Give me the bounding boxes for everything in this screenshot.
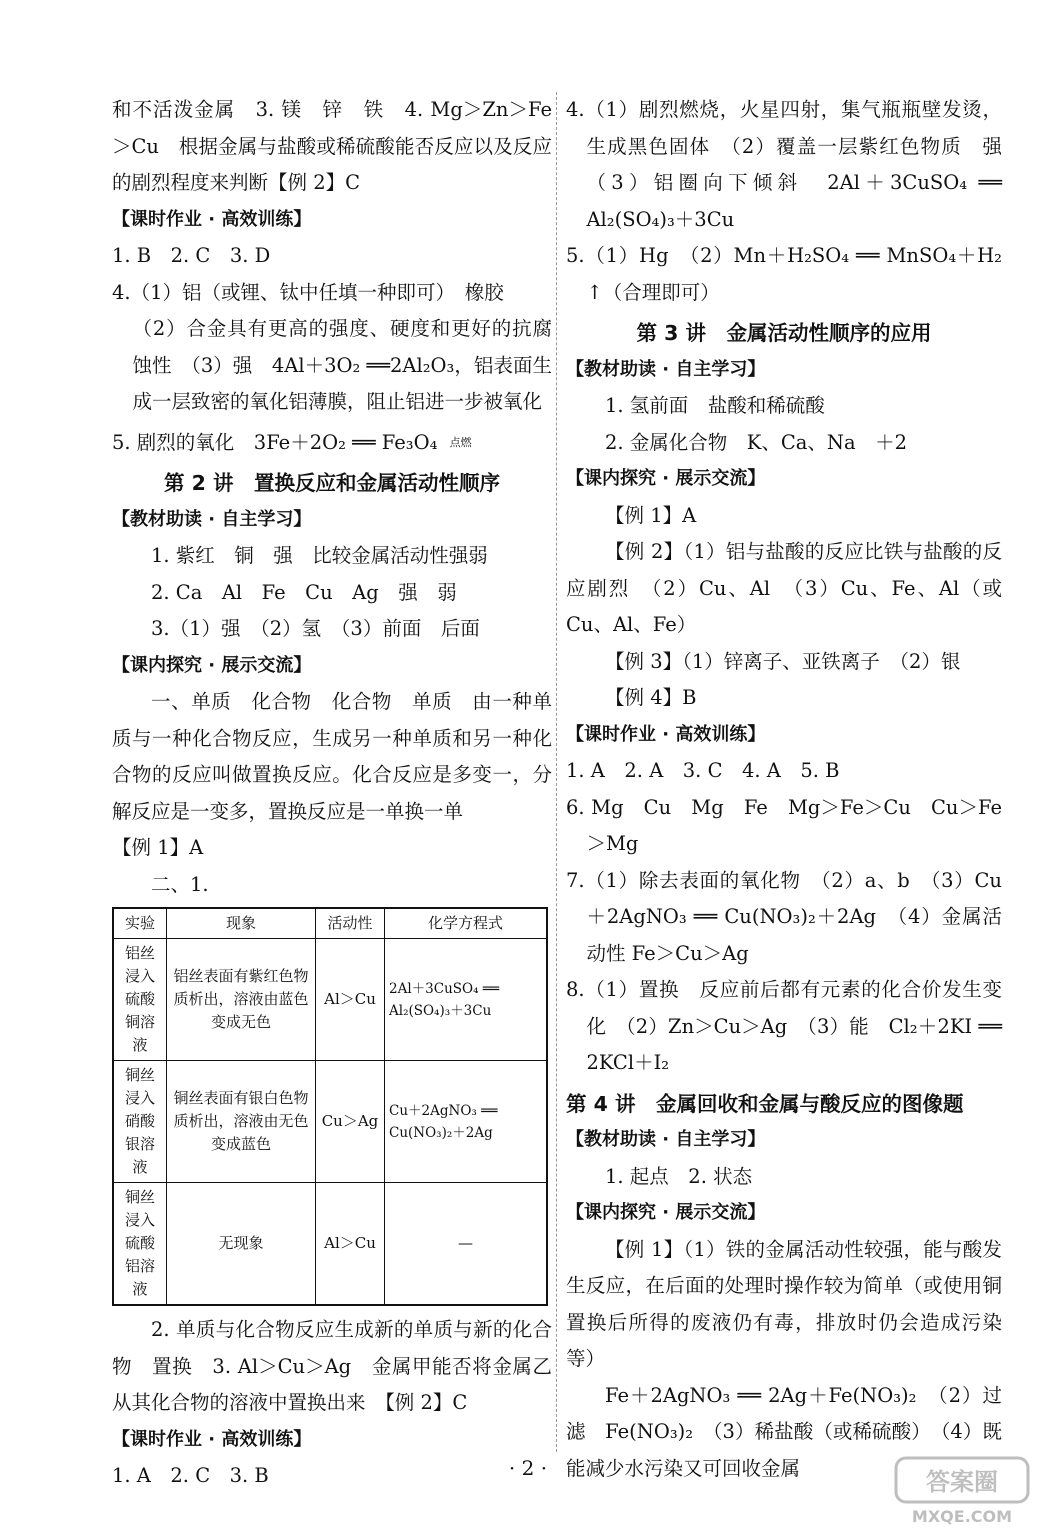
answer-text: 1. A 2. C 3. B: [112, 1464, 269, 1487]
answer-text: 3.（1）强 （2）氢 （3）前面 后面: [151, 617, 480, 640]
lecture-title: 第 3 讲 金属活动性顺序的应用: [636, 321, 932, 345]
answer-text: 2. 单质与化合物反应生成新的单质与新的化合物 置换 3. Al＞Cu＞Ag 金属甲能否将金属乙从其化合物的溶液中置换出来 【例 2】C: [112, 1318, 552, 1414]
answer-text: 1. B 2. C 3. D: [112, 244, 271, 267]
answer-text: 和不活泼金属 3. 镁 锌 铁 4. Mg＞Zn＞Fe＞Cu 根据金属与盐酸或稀硫酸能否反应以及反应的剧烈程度来判断【例 2】C: [112, 98, 552, 194]
table-header-row: [113, 908, 547, 939]
answer-text: 2. 金属化合物 K、Ca、Na ＋2: [605, 430, 908, 454]
section-heading: 【课内探究 · 展示交流】: [566, 1202, 766, 1223]
table-row: [113, 1061, 547, 1183]
table-cell: 铜丝表面有银白色物质析出，溶液由无色变成蓝色: [167, 1061, 316, 1183]
table-header: 活动性: [316, 908, 385, 939]
section-heading: 【课内探究 · 展示交流】: [112, 654, 312, 676]
answer-text: 【例 3】（1）锌离子、亚铁离子 （2）银: [605, 649, 961, 673]
table-cell: —: [385, 1183, 548, 1306]
answer-text: 4.（1）铝（或锂、钛中任填一种即可） 橡胶: [112, 280, 504, 304]
table-cell: 铜丝浸入硫酸铝溶液: [113, 1183, 167, 1306]
svg-text:MXQE.COM: MXQE.COM: [911, 1507, 1013, 1526]
table-header: 现象: [167, 908, 316, 939]
table-cell: 铝丝浸入硫酸铜溶液: [113, 939, 167, 1061]
svg-text:答案圈: 答案圈: [926, 1468, 998, 1496]
section-heading: 【课时作业 · 高效训练】: [112, 208, 312, 230]
table-cell: 2Al＋3CuSO₄ ══ Al₂(SO₄)₃＋3Cu: [385, 939, 548, 1061]
table-cell: 铜丝浸入硝酸银溶液: [113, 1061, 167, 1183]
answer-text: 1. A 2. A 3. C 4. A 5. B: [566, 759, 840, 782]
table-cell: Al＞Cu: [316, 939, 385, 1061]
answer-text: 二、1.: [151, 872, 209, 896]
column-divider: [556, 92, 557, 1452]
answer-text: 1. 紫红 铜 强 比较金属活动性强弱: [151, 544, 488, 567]
reaction-condition: 点燃: [449, 435, 472, 449]
answer-text: Fe＋2AgNO₃ ══ 2Ag＋Fe(NO₃)₂ （2）过滤 Fe(NO₃)₂ （3）稀盐酸（或稀硫酸） （4）既能减少水污染又可回收金属: [566, 1383, 1002, 1480]
answer-text: 【例 4】B: [605, 686, 697, 709]
left-column: [112, 92, 552, 1495]
section-heading: 【课时作业 · 高效训练】: [112, 1428, 312, 1450]
answer-text: 7.（1）除去表面的氧化物 （2）a、b （3）Cu＋2AgNO₃ ══ Cu(NO₃)₂＋2Ag （4）金属活动性 Fe＞Cu＞Ag: [566, 868, 1002, 965]
table-cell: 铝丝表面有紫红色物质析出，溶液由蓝色变成无色: [167, 939, 316, 1061]
table-row: [113, 939, 547, 1061]
table-header: 化学方程式: [385, 908, 548, 939]
answer-text: 【例 1】A: [112, 836, 204, 859]
lecture-title: 第 4 讲 金属回收和金属与酸反应的图像题: [566, 1091, 964, 1116]
table-cell: Al＞Cu: [316, 1183, 385, 1306]
answer-text: 【例 1】A: [605, 503, 697, 527]
answer-text: （2）合金具有更高的强度、硬度和更好的抗腐蚀性 （3）强 4Al＋3O₂ ══2Al₂O₃，铝表面生成一层致密的氧化铝薄膜，阻止铝进一步被氧化: [132, 317, 552, 413]
table-cell: 无现象: [167, 1183, 316, 1306]
section-heading: 【教材助读 · 自主学习】: [566, 1129, 766, 1150]
answer-text: 一、单质 化合物 化合物 单质 由一种单质与一种化合物反应，生成另一种单质和另一种化合物的反应叫做置换反应。化合反应是多变一，分解反应是一变多，置换反应是一单换一单: [112, 690, 552, 823]
section-heading: 【教材助读 · 自主学习】: [112, 508, 312, 530]
table-cell: Cu＋2AgNO₃ ══ Cu(NO₃)₂＋2Ag: [385, 1061, 548, 1183]
answer-text: 5.（1）Hg （2）Mn＋H₂SO₄ ══ MnSO₄＋H₂ ↑（合理即可）: [566, 244, 1002, 304]
section-heading: 【课内探究 · 展示交流】: [566, 468, 766, 489]
section-heading: 【课时作业 · 高效训练】: [566, 723, 766, 745]
answer-text: 1. 起点 2. 状态: [605, 1164, 753, 1188]
answer-text: 6. Mg Cu Mg Fe Mg＞Fe＞Cu Cu＞Fe＞Mg: [566, 795, 1002, 855]
answer-text: 5. 剧烈的氧化 3Fe＋2O₂ ══ Fe₃O₄: [112, 430, 438, 454]
answer-text: 2. Ca Al Fe Cu Ag 强 弱: [151, 580, 457, 604]
answer-text: 8.（1）置换 反应前后都有元素的化合价发生变化 （2）Zn＞Cu＞Ag （3）能 Cl₂＋2KI ══ 2KCl＋I₂: [566, 978, 1002, 1074]
answer-text: 【例 1】（1）铁的金属活动性较强，能与酸发生反应，在后面的处理时操作较为简单（或使用铜置换后所得的废液仍有毒，排放时仍会造成污染等）: [566, 1237, 1002, 1370]
right-column: [566, 92, 1022, 1487]
answer-text: [112, 425, 552, 462]
answer-text: 4.（1）剧烈燃烧，火星四射，集气瓶瓶壁发烫，生成黑色固体 （2）覆盖一层紫红色物质 强 （3）铝圈向下倾斜 2Al＋3CuSO₄ ══ Al₂(SO₄)₃＋3Cu: [566, 98, 1022, 231]
lecture-title: 第 2 讲 置换反应和金属活动性顺序: [163, 471, 501, 495]
table-cell: Cu＞Ag: [316, 1061, 385, 1183]
table-row: [113, 1183, 547, 1306]
answer-text: 【例 2】（1）铝与盐酸的反应比铁与盐酸的反应剧烈 （2）Cu、Al （3）Cu、Fe、Al（或 Cu、Al、Fe）: [566, 540, 1002, 636]
answer-text: 1. 氢前面 盐酸和稀硫酸: [605, 394, 825, 417]
experiment-table: [112, 907, 548, 1306]
section-heading: 【教材助读 · 自主学习】: [566, 358, 766, 380]
page-number: · 2 ·: [508, 1456, 548, 1480]
table-header: 实验: [113, 908, 167, 939]
watermark-logo: [892, 1450, 1032, 1530]
